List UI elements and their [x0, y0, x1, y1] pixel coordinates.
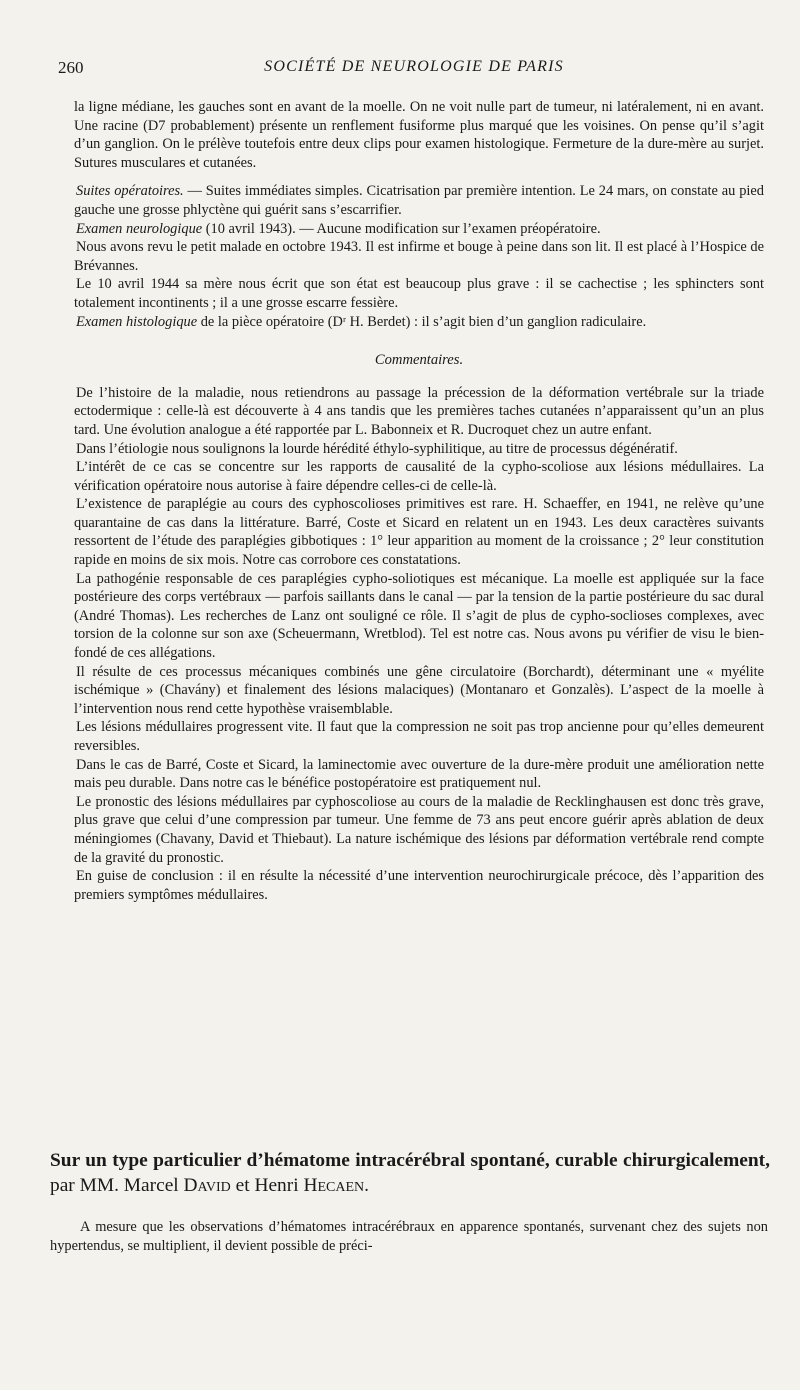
- paragraph-lead: Examen histologique: [76, 313, 198, 330]
- case-report-text: [74, 98, 764, 904]
- commentary-paragraph: Il résulte de ces processus mécaniques combinés une gêne circulatoire (Borchardt), déterminant une « myélite ischémique » (Chavány) et finalement des lésions malaciques) (Montanaro et Gonzalès). L’aspect de la moelle à l’intervention nous rend cette hypothèse vraisemblable.: [74, 663, 764, 717]
- paragraph-text: — Suites immédiates simples. Cicatrisation par première intention. Le 24 mars, on constate au pied gauche une grosse phlyctène qui guérit sans s’escarrifier.: [74, 183, 765, 218]
- paragraph: [74, 313, 764, 332]
- page-header: [58, 58, 770, 82]
- paragraph: Nous avons revu le petit malade en octobre 1943. Il est infirme et bouge à peine dans son lit. Il est placé à l’Hospice de Brévannes.: [74, 239, 764, 274]
- paragraph-text: (10 avril 1943). — Aucune modification sur l’examen préopératoire.: [202, 220, 601, 237]
- section-subheading: Commentaires.: [374, 352, 464, 369]
- running-title: SOCIÉTÉ DE NEUROLOGIE DE PARIS: [264, 58, 564, 75]
- article-byline-end: .: [364, 1175, 369, 1196]
- paragraph: [74, 182, 764, 219]
- paragraph: la ligne médiane, les gauches sont en avant de la moelle. On ne voit nulle part de tumeur, ni latéralement, ni en avant. Une racine (D7 probablement) présente un renflement fusiforme plus marqué que les voisines. On pense qu’il s’agit d’un ganglion. On le prélève toutefois entre deux clips pour examen histologique. Fermeture de la dure-mère au surjet. Sutures musculares et cutanées.: [74, 99, 764, 171]
- article-author: David: [183, 1175, 231, 1196]
- commentary-paragraph: L’existence de paraplégie au cours des cyphoscolioses primitives est rare. H. Schaeffer, en 1941, ne relève qu’une quarantaine de cas dans la littérature. Barré, Coste et Sicard en relatent un en 1943. Les deux caractères suivants ressortent de l’étude des paraplégies gibbotiques : 1° leur apparition au moment de la croissance ; 2° leur constitution rapide en moins de six mois. Notre cas corrobore ces constatations.: [74, 496, 764, 569]
- commentary-paragraph: La pathogénie responsable de ces paraplégies cypho-soliotiques est mécanique. La moelle est appliquée sur la face postérieure des corps vertébraux — parfois saillants dans le canal — par la tension de la partie postérieure du sac dural (André Thomas). Les recherches de Lanz ont souligné ce rôle. Il s’agit de plus de cypho-soclioses complexes, avec torsion de la colonne sur son axe (Scheuermann, Wretblod). Tel est notre cas. Nous avons pu vérifier de visu le bien-fondé de ces allégations.: [74, 570, 764, 662]
- commentary-paragraph: L’intérêt de ce cas se concentre sur les rapports de causalité de la cypho-scoliose aux lésions médullaires. La vérification opératoire nous autorise à faire dépendre celles-ci de celle-là.: [74, 459, 764, 494]
- article-byline-and: et Henri: [230, 1175, 304, 1196]
- article-byline: par MM. Marcel: [50, 1175, 184, 1196]
- article-paragraph: A mesure que les observations d’hématomes intracérébraux en apparence spontanés, survenant chez des sujets non hypertendus, se multiplient, il devient possible de préci-: [50, 1219, 768, 1254]
- article-author: Hecaen: [303, 1175, 365, 1196]
- paragraph: [74, 220, 764, 239]
- article-body: [50, 1218, 768, 1255]
- commentary-paragraph: En guise de conclusion : il en résulte la nécessité d’une intervention neurochirurgicale précoce, dès l’apparition des premiers symptômes médullaires.: [74, 868, 764, 903]
- article-title-text: Sur un type particulier d’hématome intracérébral spontané, curable chirurgicalement,: [50, 1150, 770, 1171]
- commentary-paragraph: Le pronostic des lésions médullaires par cyphoscoliose au cours de la maladie de Recklinghausen est donc très grave, plus grave que celui d’une compression par tumeur. Une femme de 73 ans peut encore guérir après ablation de deux méningiomes (Chavany, David et Thiebaut). La nature ischémique des lésions par déformation vertébrale rend compte de la gravité du pronostic.: [74, 793, 764, 866]
- page-number: 260: [58, 58, 84, 77]
- commentary-paragraph: Dans l’étiologie nous soulignons la lourde hérédité éthylo-syphilitique, au titre de processus dégénératif.: [76, 440, 678, 457]
- article-title: [50, 1148, 770, 1198]
- paragraph-lead: Examen neurologique: [76, 220, 203, 237]
- commentary-paragraph: De l’histoire de la maladie, nous retiendrons au passage la précession de la déformation vertébrale sur la triade ectodermique : celle-là est découverte à 4 ans tandis que les premières taches cutanées n’apparaissent qu’un an plus tard. Une évolution analogue a été rapportée par L. Babonneix et R. Ducroquet chez un autre enfant.: [74, 384, 764, 438]
- paragraph: Le 10 avril 1944 sa mère nous écrit que son état est beaucoup plus grave : il se cachectise ; les sphincters sont totalement incontinents ; il a une grosse escarre fessière.: [74, 276, 764, 311]
- paragraph-lead: Suites opératoires.: [76, 183, 184, 200]
- commentary-paragraph: Dans le cas de Barré, Coste et Sicard, la laminectomie avec ouverture de la dure-mère produit une amélioration nette mais peu durable. Dans notre cas le bénéfice postopératoire est pratiquement nul.: [74, 756, 764, 792]
- commentary-paragraph: Les lésions médullaires progressent vite. Il faut que la compression ne soit pas trop ancienne pour qu’elles demeurent reversibles.: [74, 719, 764, 754]
- paragraph-text: de la pièce opératoire (Dʳ H. Berdet) : il s’agit bien d’un ganglion radiculaire.: [197, 313, 647, 330]
